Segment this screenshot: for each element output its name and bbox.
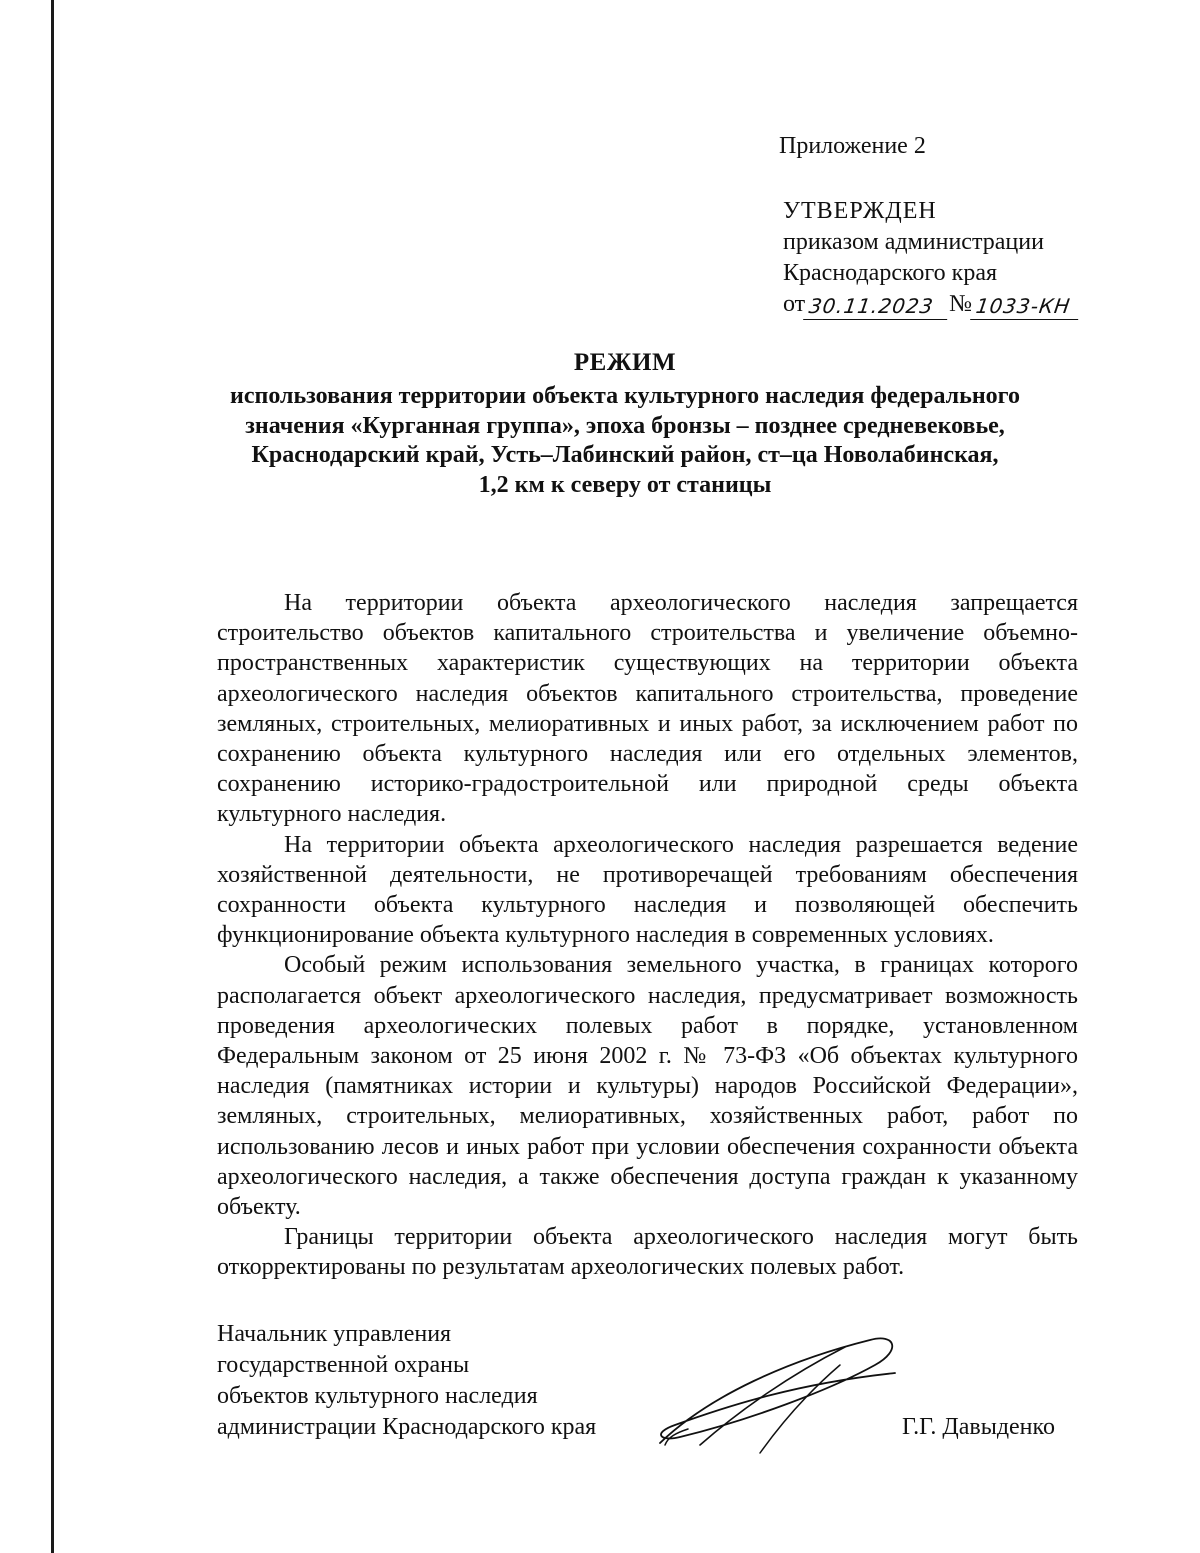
signatory-position-line: администрации Краснодарского края: [217, 1414, 597, 1440]
subtitle-line: 1,2 км к северу от станицы: [478, 471, 772, 498]
order-prefix: от: [783, 291, 806, 317]
order-line: [783, 289, 1080, 320]
approval-block: [783, 196, 1080, 320]
subtitle-line: Краснодарский край, Усть–Лабинский район, ст–ца Новолабинская,: [251, 442, 999, 468]
handwritten-signature: [640, 1325, 910, 1465]
body-paragraph: На территории объекта археологического наследия разрешается ведение хозяйственной деятельности, не противоречащей требованиям обеспечения сохранности объекта культурного наследия и позволяющей обеспечить функционирование объекта культурного наследия в современных условиях.: [217, 831, 1078, 949]
subtitle-line: значения «Курганная группа», эпоха бронзы – позднее средневековье,: [245, 412, 1005, 439]
order-date-handwritten: 30.11.2023: [803, 293, 951, 320]
approved-by-line-2: Краснодарского края: [783, 260, 998, 286]
body-paragraph: На территории объекта археологического наследия запрещается строительство объектов капитального строительства и увеличение объемно-пространственных характеристик существующих на территории объекта археологического наследия объектов капитального строительства, проведение земляных, строительных, мелиоративных и иных работ, за исключением работ по сохранению объекта культурного наследия или его отдельных элементов, сохранению историко-градостроительной или природной среды объекта культурного наследия.: [217, 590, 1078, 828]
page-left-edge-line: [51, 0, 54, 1553]
signatory-position-line: Начальник управления: [217, 1321, 452, 1347]
signatory-position-line: объектов культурного наследия: [217, 1383, 538, 1409]
document-title-block: [200, 348, 1050, 500]
signatory-name: Г.Г. Давыденко: [902, 1414, 1055, 1440]
appendix-label: Приложение 2: [779, 133, 926, 159]
body-paragraph: Границы территории объекта археологического наследия могут быть откорректированы по результатам археологических полевых работ.: [217, 1224, 1078, 1281]
signatory-position-line: государственной охраны: [217, 1352, 470, 1378]
order-number-sign: №: [949, 291, 973, 317]
document-title: РЕЖИМ: [573, 349, 677, 376]
order-number-handwritten: 1033-КН: [970, 293, 1082, 320]
body-paragraph: Особый режим использования земельного участка, в границах которого располагается объект археологического наследия, предусматривает возможность проведения археологических полевых работ в порядке, установленном Федеральным законом от 25 июня 2002 г. № 73-ФЗ «Об объектах культурного наследия (памятниках истории и культуры) народов Российской Федерации», земляных, строительных, мелиоративных, хозяйственных работ, работ по использованию лесов и иных работ при условии обеспечения сохранности объекта археологического наследия, а также обеспечения доступа граждан к указанному объекту.: [217, 952, 1078, 1221]
approved-word: УТВЕРЖДЕН: [783, 198, 937, 224]
approved-by-line-1: приказом администрации: [783, 229, 1044, 255]
document-body: [217, 588, 1078, 1283]
signatory-position: [217, 1319, 596, 1443]
document-subtitle: [200, 382, 1050, 500]
subtitle-line: использования территории объекта культурного наследия федерального: [230, 383, 1020, 409]
